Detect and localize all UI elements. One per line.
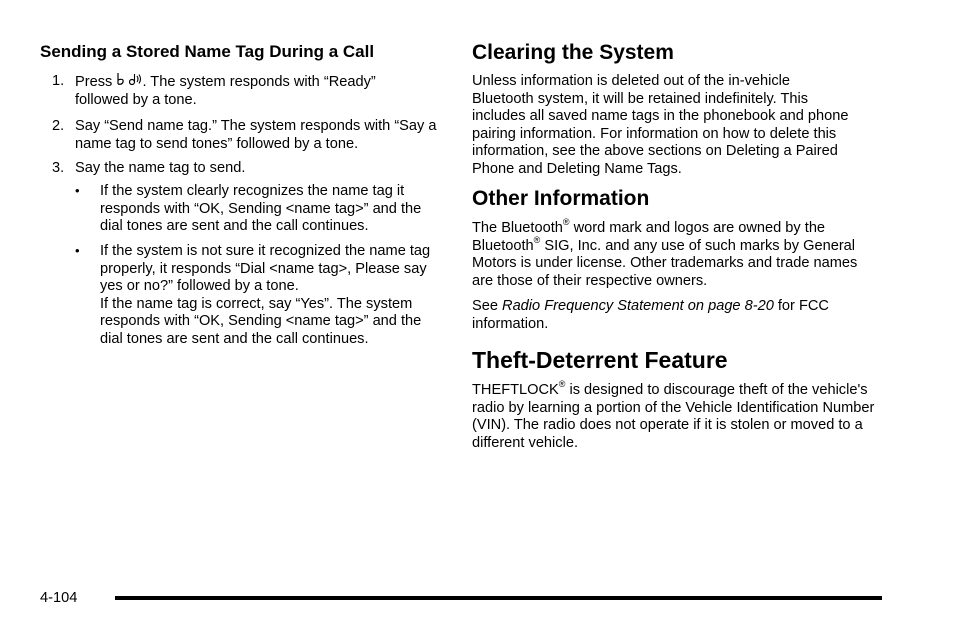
section-heading-other-info: Other Information <box>472 187 650 210</box>
section-heading-clearing: Clearing the System <box>472 41 674 64</box>
phone-button-icon <box>116 73 125 92</box>
step-1-text <box>75 73 445 109</box>
page-number: 4-104 <box>40 590 78 606</box>
footer-rule <box>115 596 882 600</box>
fcc-text: for FCC information. <box>472 298 829 332</box>
step-number: 2. <box>52 118 65 134</box>
other-text-c: SIG, Inc. and any use of such marks by General Motors is under license. Other trademarks and trade names are those of their respective owners. <box>472 237 858 289</box>
theft-text: is designed to discourage theft of the vehicle's radio by learning a portion of the Vehicle Identification Number (VIN). The radio does not operate if it is stolen or moved to a different vehicle. <box>472 382 875 451</box>
bullet-mark: • <box>75 243 80 258</box>
registered-mark: ® <box>533 234 541 245</box>
bullet-2-text <box>100 243 445 349</box>
bullet-2-line-b: If the name tag is correct, say “Yes”. The system responds with “OK, Sending <name tag>” and the dial tones are sent and the call continues. <box>100 295 422 347</box>
registered-mark: ® <box>562 217 570 228</box>
radio-frequency-link[interactable]: Radio Frequency Statement on page 8-20 <box>502 298 774 314</box>
other-info-paragraph <box>472 217 877 290</box>
bullet-mark: • <box>75 183 80 198</box>
section-heading-theft-deterrent: Theft-Deterrent Feature <box>472 347 728 373</box>
step-number: 3. <box>52 160 65 176</box>
bullet-2-line-a: If the system is not sure it recognized the name tag properly, it responds “Dial <name tag>, Please say yes or no?” followed by a tone. <box>100 243 431 295</box>
step-3-text: Say the name tag to send. <box>75 160 246 176</box>
voice-button-icon <box>129 73 142 92</box>
step-1-post: . The system responds with “Ready” <box>142 74 376 90</box>
see-text: See <box>472 298 503 314</box>
registered-mark: ® <box>558 379 566 390</box>
step-number: 1. <box>52 73 65 89</box>
step-1-line2: followed by a tone. <box>75 91 197 108</box>
section-heading-sending-name-tag: Sending a Stored Name Tag During a Call <box>40 42 375 61</box>
other-text-a: The Bluetooth <box>472 220 563 236</box>
bullet-1-text: If the system clearly recognizes the name tag it responds with “OK, Sending <name tag>” and the dial tones are sent and the call continues. <box>100 183 422 235</box>
theftlock-text: THEFTLOCK <box>472 382 559 398</box>
theft-paragraph <box>472 379 877 452</box>
step-2-text: Say “Send name tag.” The system responds with “Say a name tag to send tones” followed by a tone. <box>75 118 437 152</box>
other-text-b: word mark and logos are owned by the Bluetooth <box>472 220 826 254</box>
step-1-pre: Press <box>75 74 113 90</box>
clearing-paragraph: Unless information is deleted out of the in-vehicle Bluetooth system, it will be retained indefinitely. This includes all saved name tags in the phonebook and phone pairing information. For information on how to delete this information, see the above sections on Deleting a Paired Phone and Deleting Name Tags. <box>472 73 849 177</box>
fcc-reference-paragraph <box>472 298 882 333</box>
